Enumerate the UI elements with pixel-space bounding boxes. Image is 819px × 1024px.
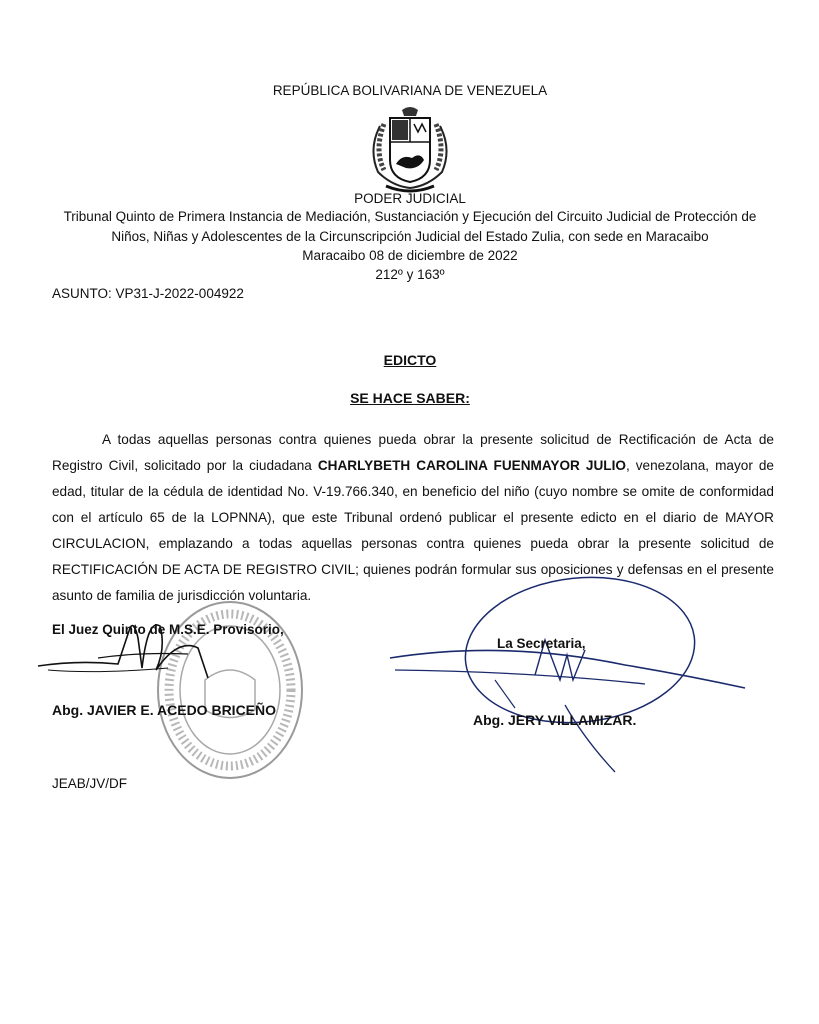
document-initials: JEAB/JV/DF	[52, 776, 128, 791]
years-line: 212º y 163º	[375, 267, 445, 282]
judge-name: Abg. JAVIER E. ACEDO BRICEÑO	[52, 702, 277, 718]
secretary-signature	[385, 580, 755, 780]
applicant-name: CHARLYBETH CAROLINA FUENMAYOR JULIO	[317, 458, 626, 473]
document-date: Maracaibo 08 de diciembre de 2022	[302, 248, 518, 263]
country-heading: REPÚBLICA BOLIVARIANA DE VENEZUELA	[272, 83, 548, 98]
case-number: ASUNTO: VP31-J-2022-004922	[52, 286, 244, 301]
secretary-title: La Secretaria,	[497, 636, 586, 651]
judge-signature	[38, 608, 298, 688]
paragraph-start: A todas aquellas personas contra quienes pueda obrar la presente solicitud de Rectificación de Acta de Registro Civil, solicitado por la ciudadana	[52, 432, 774, 473]
coat-of-arms-emblem	[362, 104, 458, 190]
branch-heading: PODER JUDICIAL	[354, 191, 466, 206]
paragraph-end: , venezolana, mayor de edad, titular de la cédula de identidad No. V-19.766.340, en beneficio del niño (cuyo nombre se omite de conformidad con el artículo 65 de la LOPNNA), que este Tribunal ordenó publicar el presente edicto en el diario de MAYOR CIRCULACION, emplazando a todas aquellas personas contra quienes pueda obrar la presente solicitud de RECTIFICACIÓN DE ACTA DE REGISTRO CIVIL; quienes podrán formular sus oposiciones y defensas en el presente asunto de familia de jurisdicción voluntaria.	[52, 458, 774, 603]
judge-title: El Juez Quinto de M.S.E. Provisorio,	[52, 622, 284, 637]
court-name-line2: Niños, Niñas y Adolescentes de la Circunscripción Judicial del Estado Zulia, con sede en Maracaibo	[111, 229, 709, 244]
secretary-name: Abg. JERY VILLAMIZAR.	[473, 712, 637, 728]
court-name-line1: Tribunal Quinto de Primera Instancia de Mediación, Sustanciación y Ejecución del Circuito Judicial de Protección de	[63, 209, 757, 224]
edict-title: EDICTO	[383, 352, 437, 368]
edict-subtitle: SE HACE SABER:	[350, 390, 470, 406]
